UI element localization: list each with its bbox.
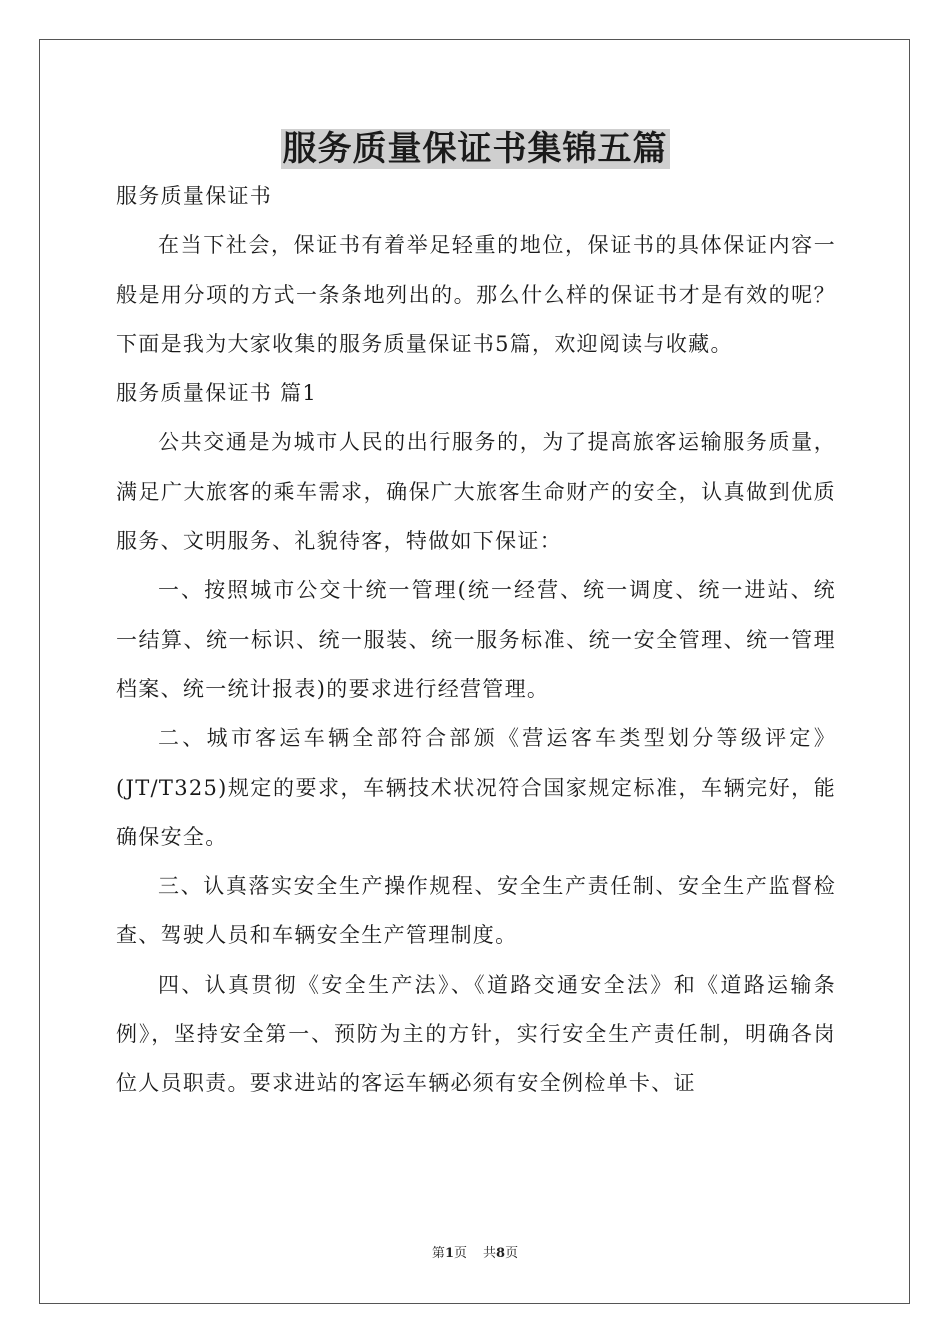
paragraph: 二、城市客运车辆全部符合部颁《营运客车类型划分等级评定》(JT/T325)规定的要求，车辆技术状况符合国家规定标准，车辆完好，能确保安全。	[116, 726, 836, 849]
paragraph: 服务质量保证书 篇1	[116, 381, 318, 406]
total-label-suffix: 页	[505, 1246, 519, 1261]
page-label-prefix: 第	[431, 1246, 445, 1261]
page-number: 1	[444, 1246, 454, 1261]
document-body	[116, 172, 836, 1109]
document-title-text: 服务质量保证书集锦五篇	[282, 129, 668, 169]
paragraph: 一、按照城市公交十统一管理(统一经营、统一调度、统一进站、统一结算、统一标识、统一服装、统一服务标准、统一安全管理、统一管理档案、统一统计报表)的要求进行经营管理。	[116, 578, 836, 701]
total-pages: 8	[496, 1246, 506, 1261]
page-footer	[0, 1244, 950, 1264]
total-label-prefix: 共	[483, 1246, 497, 1261]
page-label-suffix: 页	[453, 1246, 467, 1261]
paragraph: 四、认真贯彻《安全生产法》、《道路交通安全法》和《道路运输条例》，坚持安全第一、预防为主的方针，实行安全生产责任制，明确各岗位人员职责。要求进站的客运车辆必须有安全例检单卡、证	[116, 972, 836, 1096]
paragraph: 在当下社会，保证书有着举足轻重的地位，保证书的具体保证内容一般是用分项的方式一条条地列出的。那么什么样的保证书才是有效的呢？下面是我为大家收集的服务质量保证书5篇，欢迎阅读与收藏。	[116, 233, 836, 356]
paragraph: 三、认真落实安全生产操作规程、安全生产责任制、安全生产监督检查、驾驶人员和车辆安全生产管理制度。	[116, 874, 836, 948]
paragraph: 服务质量保证书	[116, 184, 273, 208]
paragraph: 公共交通是为城市人民的出行服务的，为了提高旅客运输服务质量，满足广大旅客的乘车需求，确保广大旅客生命财产的安全，认真做到优质服务、文明服务、礼貌待客，特做如下保证：	[116, 430, 836, 554]
document-title	[0, 122, 950, 176]
